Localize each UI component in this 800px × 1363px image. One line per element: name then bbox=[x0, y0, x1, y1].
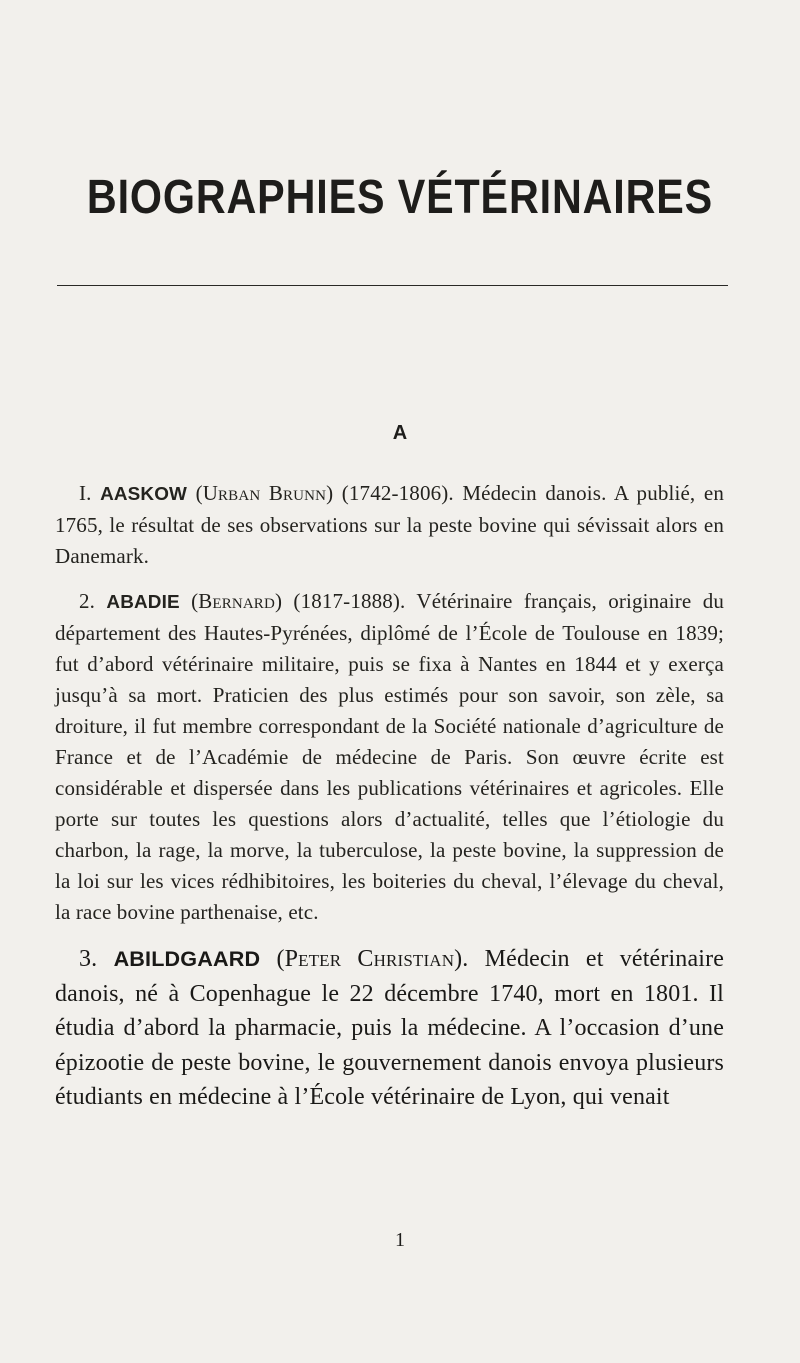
page-number: 1 bbox=[395, 1229, 405, 1251]
entry-given-name: (Peter Christian) bbox=[276, 946, 463, 972]
entry-number: I. bbox=[79, 481, 92, 505]
entry-surname: AASKOW bbox=[100, 484, 188, 505]
entry-text: . Médecin et vétérinaire danois, né à Copenhague le 22 décembre 1740, mort en 1801. Il étudia d’abord la pharmacie, puis la médecine. A l’occasion d’une épizootie de peste bovine, le gouvernement danois envoya plusieurs étudiants en médecine à l’École vétérinaire de Lyon, qui venait bbox=[55, 946, 725, 1110]
entries-list bbox=[55, 478, 724, 1129]
section-letter: A bbox=[392, 422, 408, 444]
entry-abadie bbox=[55, 586, 724, 928]
entry-aaskow bbox=[55, 478, 724, 572]
entry-number: 2. bbox=[79, 589, 96, 613]
entry-given-name: (Bernard) bbox=[191, 589, 283, 613]
page-title: BIOGRAPHIES VÉTÉRINAIRES bbox=[86, 171, 714, 224]
entry-surname: ABILDGAARD bbox=[113, 946, 261, 971]
entry-text: (1742-1806). Médecin danois. A publié, en 1765, le résultat de ses observations sur la peste bovine qui sévissait alors en Danemark. bbox=[55, 481, 724, 568]
entry-abildgaard bbox=[55, 942, 724, 1115]
title-divider bbox=[57, 285, 728, 286]
entry-text: (1817-1888). Vétérinaire français, originaire du département des Hautes-Pyrénées, diplômé de l’École de Toulouse en 1839; fut d’abord vétérinaire militaire, puis se fixa à Nantes en 1844 et y exerça jusqu’à sa mort. Praticien des plus estimés pour son savoir, son zèle, sa droiture, il fut membre correspondant de la Société nationale d’agriculture de France et de l’Académie de médecine de Paris. Son œuvre écrite est considérable et dispersée dans les publications vétérinaires et agricoles. Elle porte sur toutes les questions alors d’actualité, telles que l’étiologie du charbon, la rage, la morve, la tuberculose, la peste bovine, la suppression de la loi sur les vices rédhibitoires, les boiteries du cheval, l’élevage du cheval, la race bovine parthenaise, etc. bbox=[55, 589, 724, 924]
entry-number: 3. bbox=[79, 946, 98, 972]
entry-given-name: (Urban Brunn) bbox=[195, 481, 334, 505]
entry-surname: ABADIE bbox=[106, 592, 180, 613]
